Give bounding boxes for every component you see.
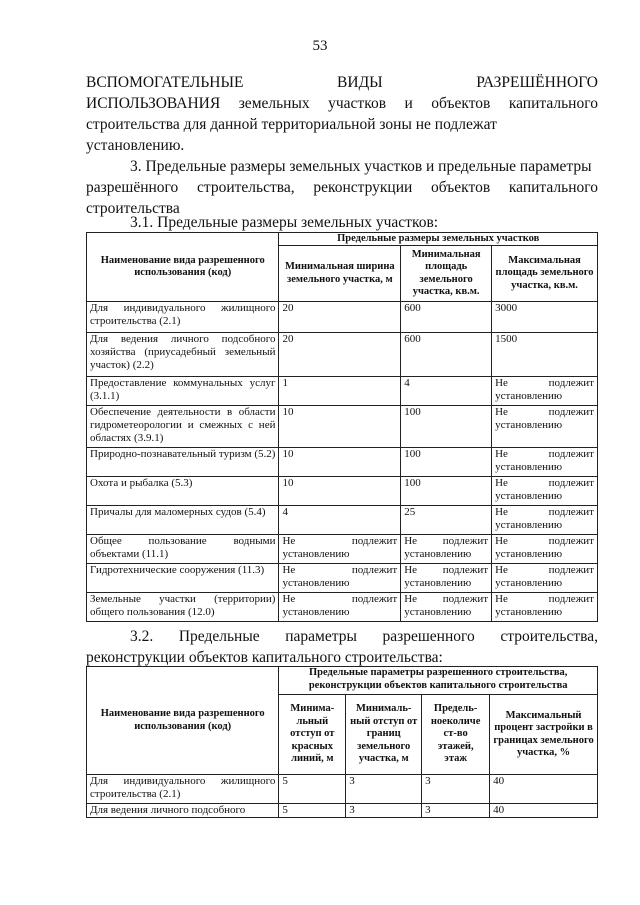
column-group-header: Предельные размеры земельных участков	[279, 233, 598, 246]
cell-max-floors: 3	[422, 804, 490, 818]
table-row	[87, 406, 598, 448]
section-3-line-2	[86, 177, 598, 198]
column-header-red-line-setback: Минима-льный отступ от красных линий, м	[279, 695, 346, 775]
section-3-2-word: 3.2.	[130, 628, 154, 645]
cell-min-width: Не подлежит установлению	[279, 564, 401, 593]
row-name: Для ведения личного подсобного	[87, 804, 279, 818]
intro-line-3: строительства для данной территориальной зоны не подлежат установлению.	[86, 116, 497, 154]
cell-min-width: 10	[279, 406, 401, 448]
cell-max-area: Не подлежит установлению	[492, 377, 598, 406]
cell-min-width: 1	[279, 377, 401, 406]
section-3-word: капитального	[508, 179, 598, 196]
table-row	[87, 333, 598, 377]
cell-min-area: 4	[401, 377, 492, 406]
section-3-line-1: 3. Предельные размеры земельных участков и предельные параметры	[130, 158, 592, 175]
cell-min-width: Не подлежит установлению	[279, 535, 401, 564]
table-row	[87, 593, 598, 622]
page-number: 53	[312, 38, 328, 54]
row-name: Причалы для маломерных судов (5.4)	[87, 506, 279, 535]
cell-max-area: Не подлежит установлению	[492, 448, 598, 477]
intro-paragraph	[86, 72, 598, 156]
cell-max-area: Не подлежит установлению	[492, 477, 598, 506]
cell-max-area: Не подлежит установлению	[492, 564, 598, 593]
section-3-2-word: Предельные	[178, 628, 260, 645]
row-name: Земельные участки (территории) общего пользования (12.0)	[87, 593, 279, 622]
table-row	[87, 302, 598, 333]
section-3-2-word: разрешенного	[382, 628, 475, 645]
cell-min-width: 10	[279, 448, 401, 477]
table-row	[87, 564, 598, 593]
section-3-1-title: 3.1. Предельные размеры земельных участков:	[130, 214, 439, 231]
cell-max-area: Не подлежит установлению	[492, 406, 598, 448]
table-row	[87, 448, 598, 477]
row-name: Обеспечение деятельности в области гидрометеорологии и смежных с ней областях (3.9.1)	[87, 406, 279, 448]
section-3-2-paragraph	[86, 626, 598, 668]
section-3-word: объектов	[431, 179, 491, 196]
section-3-2-word: строительства,	[500, 628, 598, 645]
intro-word: и	[404, 95, 413, 112]
intro-line-1	[86, 72, 598, 93]
section-3-2-line-1	[86, 626, 598, 647]
cell-min-width: 20	[279, 333, 401, 377]
cell-max-area: 3000	[492, 302, 598, 333]
cell-min-area: Не подлежит установлению	[401, 535, 492, 564]
cell-min-width: 4	[279, 506, 401, 535]
row-name: Природно-познавательный туризм (5.2)	[87, 448, 279, 477]
intro-word: участков	[328, 95, 387, 112]
row-name: Общее пользование водными объектами (11.1)	[87, 535, 279, 564]
section-3-2-word: параметры	[285, 628, 357, 645]
cell-min-area: 100	[401, 448, 492, 477]
table-row	[87, 506, 598, 535]
table-row	[87, 377, 598, 406]
cell-max-coverage: 40	[490, 775, 598, 804]
column-header-min-area: Минимальная площадь земельного участка, кв.м.	[401, 246, 492, 302]
row-name: Для ведения личного подсобного хозяйства (приусадебный земельный участок) (2.2)	[87, 333, 279, 377]
intro-word: объектов	[431, 95, 491, 112]
row-name: Для индивидуального жилищного строительства (2.1)	[87, 302, 279, 333]
section-3-2-line-2: реконструкции объектов капитального строительства:	[86, 649, 443, 666]
table-header-row	[87, 667, 598, 695]
section-3-word: строительства,	[196, 179, 295, 196]
section-3-word: разрешённого	[86, 179, 179, 196]
table-header-row	[87, 233, 598, 246]
cell-red-line-setback: 5	[279, 804, 346, 818]
intro-word: ИСПОЛЬЗОВАНИЯ	[86, 95, 221, 112]
row-name: Охота и рыбалка (5.3)	[87, 477, 279, 506]
cell-min-width: 20	[279, 302, 401, 333]
cell-boundary-setback: 3	[346, 775, 422, 804]
cell-min-area: 100	[401, 477, 492, 506]
column-group-header: Предельные параметры разрешенного строительства, реконструкции объектов капитального строительства	[279, 667, 598, 695]
cell-min-area: Не подлежит установлению	[401, 593, 492, 622]
column-header-name: Наименование вида разрешенного использования (код)	[87, 233, 279, 302]
intro-word: капитального	[508, 95, 598, 112]
column-header-max-floors: Предель-ноеколиче ст-во этажей, этаж	[422, 695, 490, 775]
column-header-name: Наименование вида разрешенного использования (код)	[87, 667, 279, 775]
section-3-paragraph	[86, 156, 598, 219]
column-header-max-area: Максимальная площадь земельного участка, кв.м.	[492, 246, 598, 302]
table-row	[87, 535, 598, 564]
table-row	[87, 804, 598, 818]
column-header-max-coverage: Максимальный процент застройки в границах земельного участка, %	[490, 695, 598, 775]
column-header-min-width: Минимальная ширина земельного участка, м	[279, 246, 401, 302]
intro-word: земельных	[238, 95, 310, 112]
cell-max-floors: 3	[422, 775, 490, 804]
row-name: Гидротехнические сооружения (11.3)	[87, 564, 279, 593]
cell-red-line-setback: 5	[279, 775, 346, 804]
section-3-line-3: строительства	[86, 200, 180, 217]
cell-max-coverage: 40	[490, 804, 598, 818]
row-name: Для индивидуального жилищного строительства (2.1)	[87, 775, 279, 804]
column-header-boundary-setback: Минималь-ный отступ от границ земельного участка, м	[346, 695, 422, 775]
cell-min-area: Не подлежит установлению	[401, 564, 492, 593]
cell-min-area: 25	[401, 506, 492, 535]
land-plot-size-table	[86, 232, 598, 622]
cell-boundary-setback: 3	[346, 804, 422, 818]
construction-parameters-table	[86, 666, 598, 818]
cell-min-width: Не подлежит установлению	[279, 593, 401, 622]
table-row	[87, 775, 598, 804]
intro-word: ВСПОМОГАТЕЛЬНЫЕ	[86, 74, 244, 91]
table-row	[87, 477, 598, 506]
intro-word: РАЗРЕШЁННОГО	[476, 74, 598, 91]
cell-max-area: Не подлежит установлению	[492, 593, 598, 622]
intro-word: ВИДЫ	[337, 74, 383, 91]
cell-min-area: 600	[401, 302, 492, 333]
section-3-word: реконструкции	[313, 179, 413, 196]
cell-min-width: 10	[279, 477, 401, 506]
intro-line-2	[86, 93, 598, 114]
cell-min-area: 100	[401, 406, 492, 448]
row-name: Предоставление коммунальных услуг (3.1.1)	[87, 377, 279, 406]
cell-max-area: Не подлежит установлению	[492, 506, 598, 535]
cell-max-area: 1500	[492, 333, 598, 377]
cell-max-area: Не подлежит установлению	[492, 535, 598, 564]
cell-min-area: 600	[401, 333, 492, 377]
